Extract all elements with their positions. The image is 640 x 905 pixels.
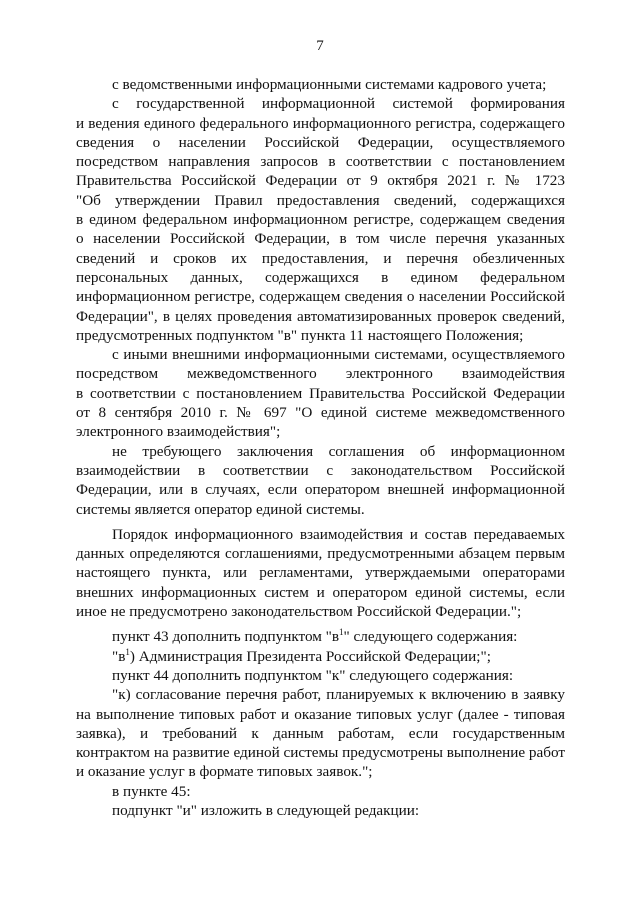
text-line: о населении Российской Федерации, в том числе перечня указанных <box>76 230 565 248</box>
text-line: на выполнение типовых работ и оказание типовых услуг (далее - типовая <box>76 705 565 723</box>
text-line: от 8 сентября 2010 г. № 697 "О единой системе межведомственного <box>76 404 565 422</box>
text-segment: " следующего содержания: <box>343 628 518 646</box>
paragraph <box>76 801 565 820</box>
superscript: 1 <box>125 646 130 657</box>
text-line: в соответствии с постановлением Правительства Российской Федерации <box>76 384 565 402</box>
text-line: электронного взаимодействия"; <box>76 423 281 441</box>
text-line: и оказание услуг в формате типовых заявок."; <box>76 763 373 781</box>
text-line: информационном регистре, содержащем сведения о населении Российской <box>76 288 565 306</box>
text-line: данных определяются соглашениями, предусмотренными абзацем первым <box>76 545 565 563</box>
paragraph <box>76 345 565 441</box>
text-line: не требующего заключения соглашения об информационном <box>112 442 565 460</box>
text-line: сведения о населении Российской Федерации, осуществляемого <box>76 133 565 151</box>
text-line: предусмотренных подпунктом "в" пункта 11 настоящего Положения; <box>76 326 524 344</box>
text-line: заявка), и требований к данным работам, если государственным <box>76 724 565 742</box>
text-line: персональных данных, содержащихся в едином федеральном <box>76 268 565 286</box>
document-body <box>76 75 565 820</box>
text-segment: пункт 43 дополнить подпунктом "в <box>112 628 340 646</box>
text-line: с государственной информационной системой формирования <box>112 95 565 113</box>
text-line: пункт 44 дополнить подпунктом "к" следующего содержания: <box>112 666 514 684</box>
text-line: Порядок информационного взаимодействия и состав передаваемых <box>112 525 565 543</box>
text-line: сведений и сроков их предоставления, и перечня обезличенных <box>76 249 565 267</box>
text-line: внешних информационных систем и оператором единой системы, если <box>76 583 565 601</box>
text-line: системы является оператор единой системы. <box>76 500 365 518</box>
text-segment: "в <box>112 647 126 665</box>
text-line: "к) согласование перечня работ, планируемых к включению в заявку <box>112 686 565 704</box>
paragraph <box>76 525 565 621</box>
text-line <box>112 647 565 666</box>
text-line: настоящего пункта, или регламентами, утверждаемыми операторами <box>76 564 565 582</box>
paragraph <box>76 75 565 94</box>
paragraph <box>76 666 565 685</box>
paragraph <box>76 442 565 519</box>
text-line: с иными внешними информационными системами, осуществляемого <box>112 346 565 364</box>
text-line: и ведения единого федерального информационного регистра, содержащего <box>76 114 565 132</box>
text-line: контрактом на развитие единой системы предусмотрены выполнение работ <box>76 744 565 762</box>
page-number: 7 <box>316 38 324 54</box>
superscript: 1 <box>339 627 344 638</box>
text-line <box>112 627 565 646</box>
text-line: "Об утверждении Правил предоставления сведений, содержащихся <box>76 191 565 209</box>
paragraph <box>76 782 565 801</box>
text-line: с ведомственными информационными системами кадрового учета; <box>112 76 547 93</box>
text-line: посредством направления запросов в соответствии с постановлением <box>76 153 565 171</box>
text-line: Федерации, или в случаях, если оператором внешней информационной <box>76 481 565 499</box>
paragraph <box>76 647 565 666</box>
text-line: Правительства Российской Федерации от 9 октября 2021 г. № 1723 <box>76 172 565 190</box>
paragraph <box>76 627 565 646</box>
text-line: взаимодействии в соответствии с законодательством Российской <box>76 461 565 479</box>
paragraph <box>76 685 565 781</box>
text-line: в пункте 45: <box>112 782 191 800</box>
paragraph <box>76 94 565 345</box>
text-line: Федерации", в целях проведения автоматизированных проверок сведений, <box>76 307 565 325</box>
text-line: подпункт "и" изложить в следующей редакции: <box>112 801 420 819</box>
text-segment: ) Администрация Президента Российской Федерации;"; <box>129 647 491 665</box>
text-line: иное не предусмотрено законодательством Российской Федерации."; <box>76 603 522 621</box>
text-line: в едином федеральном информационном регистре, содержащем сведения <box>76 211 565 229</box>
text-line: посредством межведомственного электронного взаимодействия <box>76 365 565 383</box>
